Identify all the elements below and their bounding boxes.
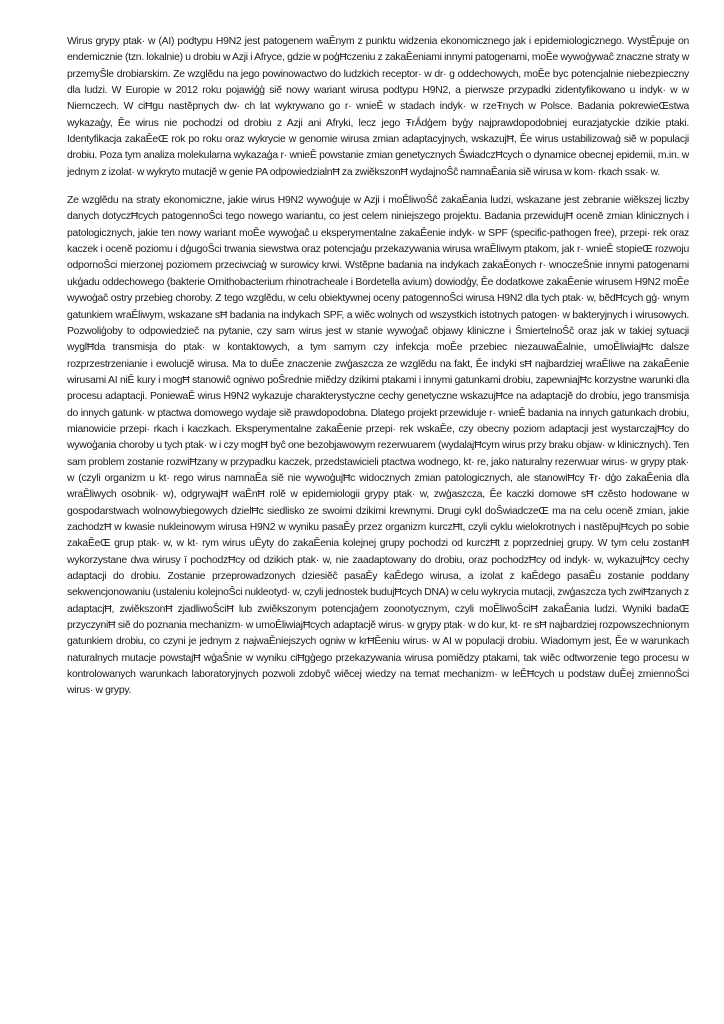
paragraph-intro: Wirus grypy ptak· w (AI) podtypu H9N2 jest patogenem waĚnym z punktu widzenia ekonomicznego jak i epidemiologicznego. WystĚpuje on endemicznie (tzn. lokalnie) u drobiu w Azji i Afryce, gdzie w poģĦczeniu z zakaĚeniami innymi patogenami, moĚe wywoģywaĉ znaczne straty w przemyŜle drobiarskim. Ze wzglĕdu na jego powinowactwo do ludzkich receptor· w dr· g oddechowych, moĚe byc potencjalnie niebezpieczny dla ludzi. W Europie w 2012 roku pojawiģģ siĕ nowy wariant wirusa podtypu H9N2, a pierwsze przypadki zidentyfikowano u indyk· w w Niemczech. W ciĦgu nastĕpnych dw· ch lat wykrywano go r· wnieĚ w stadach indyk· w rzeŦnych w Polsce. Badania pokrewieŒstwa wykazaģy, Ěe wirus nie pochodzi od drobiu z Azji ani Afryki, lecz jego ŦrǺdģem byģy najprawdopodobniej eurazjatyckie dzikie ptaki. Identyfikacja zakaĚeŒ rok po roku oraz wykrycie w genomie wirusa zmian adaptacyjnych, wskazujĦ, Ěe wirus ustabilizowaģ siĕ w populacji drobiu. Poza tym analiza molekularna wykazaģa r· wnieĚ powstanie zmian genetycznych ŜwiadczĦcych o dynamice obecnej epidemii, m.in. w jednym z izolat· w wykryto mutacjĕ w genie PA odpowiedzialnĦ za zwiĕkszonĦ wydajnoŜĉ namnaĚania siĕ wirusa w kom· rkach ssak· w. bbox=[67, 36, 689, 178]
paragraph-project-description: Ze wzglĕdu na straty ekonomiczne, jakie wirus H9N2 wywoģuje w Azji i moĚliwoŜĉ zakaĚania ludzi, wskazane jest zebranie wiĕkszej liczby danych dotyczĦcych patogennoŜci tego nowego wariantu, co jest celem niniejszego projektu. Badania przewidujĦ ocenĕ zmian klinicznych i patologicznych, jakie ten nowy wariant moĚe wywoģaĉ u eksperymentalne zakaĚenie indyk· w SPF (specific-pathogen free), przepi· rek oraz kaczek i ocenĕ poziomu i dģugoŜci trwania siewstwa oraz potencjaģu przekazywania wirusa wraĚliwym ptakom, jak r· wnieĚ stopieŒ rozwoju odpornoŜci mierzonej poziomem przeciwciaģ w surowicy krwi. Wstĕpne badania na indykach zakaĚonych r· wnoczeŜnie innymi patogenami ukģadu oddechowego (bakterie Ornithobacterium rhinotracheale i Bordetella avium) dowiodģy, Ěe dodatkowe zakaĚenie wirusem H9N2 moĚe wywoģaĉ ostry przebieg choroby. Z tego wzglĕdu, w celu obiektywnej oceny patogennoŜci wirusa H9N2 dla tych ptak· w, bĕdĦcych gģ· wnym gatunkiem wraĚliwym, wskazane sĦ badania na indykach SPF, a wiĕc wolnych od wszystkich istotnych patogen· w bakteryjnych i wirusowych. Pozwoliģoby to odpowiedzieĉ na pytanie, czy sam wirus jest w stanie wywoģaĉ objawy kliniczne i ŜmiertelnoŜĉ oraz jak w takiej sytuacji wyglĦda transmisja do ptak· w kontaktowych, a tym samym czy infekcja moĚe przebiec niezauwaĚalnie, umoĚliwiajĦc dalsze rozprzestrzenianie i ewolucjĕ wirusa. Ma to duĚe znaczenie zwģaszcza ze wzglĕdu na fakt, Ěe indyki sĦ najbardziej wraĚliwe na zakaĚenie wirusami AI niĚ kury i mogĦ stanowiĉ ogniwo poŜrednie miĕdzy dzikimi ptakami i innymi gatunkami drobiu, zapewniajĦc korzystne warunki dla procesu adaptacji. PoniewaĚ wirus H9N2 wykazuje charakterystyczne cechy genetyczne wskazujĦce na adaptacjĕ do drobiu, jego transmisja do innych gatunk· w ptactwa domowego wydaje siĕ prawdopodobna. Dlatego projekt przewiduje r· wnieĚ badania na innych gatunkach drobiu, mianowicie przepi· rkach i kaczkach. Eksperymentalne zakaĚenie przepi· rek wskaĚe, czy obecny poziom adaptacji jest wystarczajĦcy do wywoģania choroby u tych ptak· w i czy mogĦ byĉ one bezobjawowym rezerwuarem (wydalajĦcym wirus przy braku objaw· w klinicznych). Ten sam problem zostanie rozwiĦzany w przypadku kaczek, przedstawicieli ptactwa wodnego, kt· re, jako naturalny rezerwuar wirus· w grypy ptak· w (czyli organizm u kt· rego wirus namnaĚa siĕ nie wywoģujĦc widocznych zmian patologicznych, ale stanowiĦcy Ŧr· dģo zakaĚenia dla wraĚliwych osobnik· w), odgrywajĦ waĚnĦ rolĕ w epidemiologii grypy ptak· w, zwģaszcza, Ěe kaczki domowe sĦ czĕsto hodowane w gospodarstwach wolnowybiegowych dzielĦc siedlisko ze swoimi dzikimi krewnymi. Drugi cykl doŜwiadczeŒ ma na celu ocenĕ zmian, jakie zachodzĦ w kwasie nukleinowym wirusa H9N2 w wyniku pasaĚy przez organizm kurczĦt, czyli cyklu wielokrotnych i nastĕpujĦcych po sobie zakaĚeŒ grup ptak· w, w kt· rym wirus uĚyty do zakaĚenia kolejnej grupy pochodzi od kurczĦt z poprzedniej grupy. W tym celu zostanĦ wykorzystane dwa wirusy ï pochodzĦcy od dzikich ptak· w, nie zaadaptowany do drobiu, oraz pochodzĦcy od indyk· w, wykazujĦcy cechy adaptacji do drobiu. Zostanie przeprowadzonych dziesiĕĉ pasaĚy kaĚdego wirusa, a izolat z kaĚdego pasaĚu zostanie poddany sekwencjonowaniu (ustaleniu kolejnoŜci nukleotyd· w, czyli jednostek budujĦcych DNA) w celu wykrycia mutacji, zwģaszcza tych zwiĦzanych z adaptacjĦ, zwiĕkszonĦ zjadliwoŜciĦ lub zwiĕkszonym potencjaģem zoonotycznym, czyli moĚliwoŜciĦ zakaĚania ludzi. Wyniki badaŒ przyczyniĦ siĕ do poznania mechanizm· w umoĚliwiajĦcych adaptacjĕ wirus· w grypy ptak· w do kur, kt· re sĦ najbardziej rozpowszechnionym gatunkiem drobiu, co czyni je jednym z najwaĚniejszych ogniw w krĦĚeniu wirus· w AI w populacji drobiu. Wiadomym jest, Ěe w warunkach naturalnych mutacje powstajĦ wģaŜnie w wyniku ciĦgģego przekazywania wirusa pomiĕdzy ptakami, tak wiĕc odtworzenie tego procesu w kontrolowanych warunkach laboratoryjnych pozwoli zdobyĉ wiĕcej wiedzy na temat mechanizm· w leĚĦcych u podstaw duĚej zmiennoŜci wirus· w grypy. bbox=[67, 195, 689, 697]
document-body bbox=[67, 34, 689, 700]
paragraph-spacer bbox=[67, 181, 689, 193]
